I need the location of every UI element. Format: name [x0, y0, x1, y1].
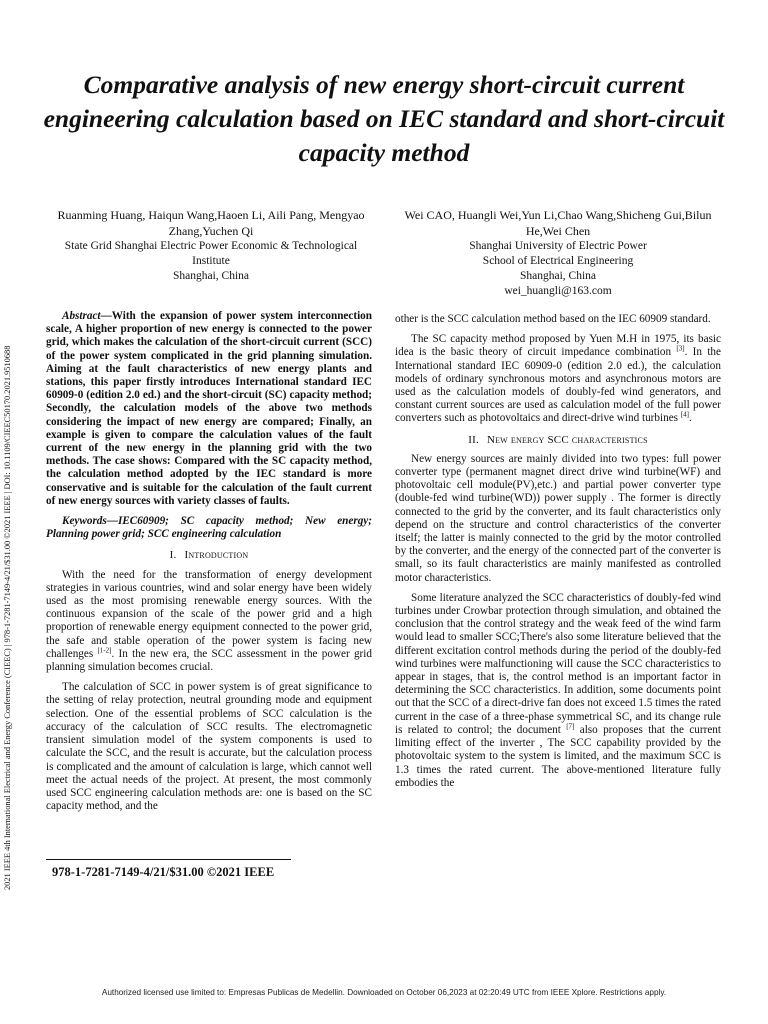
text-run: . In the new era, the SCC assessment in the power grid planning simulation becomes crucial. — [46, 647, 372, 674]
text-run: . — [689, 412, 692, 425]
intro-paragraph-1 — [46, 569, 372, 675]
citation: [1-2] — [97, 646, 112, 655]
right-column — [395, 313, 721, 797]
sc-capacity-paragraph — [395, 333, 721, 425]
abstract-text: With the expansion of power system interconnection scale, A higher proportion of new energy is connected to the power grid, which makes the calculation of the short-circuit current (SCC) of the power system complicated in the grid planning simulation. Aiming at the fault characteristics of new energy plants and stations, this paper firstly introduces International standard IEC 60909-0 (edition 2.0 ed.) and the short-circuit (SC) capacity method; Secondly, the calculation models of the above two methods considering the impact of new energy are compared; Finally, an example is given to compare the calculation values of the fault current of the new energy in the planning grid with the two methods. The case shows: Compared with the SC capacity method, the calculation method adopted by the IEC standard is more conservative and is suitable for the calculation of the fault current of new energy sources with variety classes of faults. — [46, 310, 372, 507]
section-number: II. — [468, 433, 479, 446]
abstract — [46, 310, 372, 508]
new-energy-paragraph: New energy sources are mainly divided into two types: full power converter type (permanent magnet direct drive wind turbine(WF) and photovoltaic cell module(PV),etc.) and partial power converter type (double-fed wind turbine(WD)) power supply . The former is directly connected to the grid by the converter, and its fault characteristics only depend on the structure and control characteristics of the converter itself; the latter is mainly connected to the grid by the motor controlled by the converter, and the energy of the connected part of the converter is small, so its fault characteristics are mainly manifested as controlled motor characteristics. — [395, 452, 721, 584]
author-location: Shanghai, China — [172, 270, 250, 282]
text-run: also proposes that the current limiting effect of the inverter , The SCC capability provided by the photovoltaic system to the system is limited, and the maximum SCC is 1.3 times the rated current. The above-mentioned literature fully embodies the — [395, 723, 721, 789]
left-column — [46, 310, 372, 820]
section-title: Introduction — [184, 549, 249, 562]
citation: [7] — [566, 722, 575, 731]
author-email: wei_huangli@163.com — [504, 285, 612, 297]
license-footer: Authorized licensed use limited to: Empresas Publicas de Medellin. Downloaded on October 06,2023 at 02:20:49 UTC from IEEE Xplore. Restrictions apply. — [101, 988, 667, 997]
citation: [3] — [676, 344, 685, 353]
section-number: I. — [169, 549, 177, 562]
section-title: New energy SCC characteristics — [486, 433, 648, 446]
author-affiliation: State Grid Shanghai Electric Power Economic & Technological Institute — [64, 240, 358, 267]
abstract-label: Abstract — [62, 310, 101, 322]
text-run: The SC capacity method proposed by Yuen M.H in 1975, its basic idea is the basic theory of circuit impedance combination — [395, 333, 721, 359]
isbn-copyright: 978-1-7281-7149-4/21/$31.00 ©2021 IEEE — [52, 865, 275, 879]
paper-title: Comparative analysis of new energy short-circuit current engineering calculation based on IEC standard and short-circuit capacity method — [43, 70, 725, 167]
section-heading-characteristics — [395, 434, 721, 447]
text-run: Some literature analyzed the SCC characteristics of doubly-fed wind turbines under Crowbar protection through simulation, and obtained the conclusion that the control strategy and the weak feed of the wind farm would lead to smaller SCC;There's also some literature believed that the different excitation control methods during the period of the doubly-fed wind turbines were malfunctioning will cause the SCC characteristics to appear in stages, that is, the control method is an important factor in determining the SCC characteristics. In addition, some documents point out that the SCC of a direct-drive fan does not exceed 1.5 times the rated current in the case of a three-phase symmetrical SC, and its change rule is related to control; the document — [395, 591, 721, 736]
paragraph-continuation: other is the SCC calculation method based on the IEC 60909 standard. — [395, 313, 711, 325]
footnote-rule — [46, 859, 291, 860]
author-location: Shanghai, China — [519, 270, 597, 282]
text-run: . In the International standard IEC 60909-0 (edition 2.0 ed.), the calculation models of ordinary synchronous motors and asynchronous motors are used as the calculation models of doubly-fed wind generators, and constant current sources are used as calculation model of the full power converters such as photovoltaics and direct-drive wind turbines — [395, 346, 721, 425]
author-block-left — [46, 208, 376, 284]
literature-paragraph — [395, 592, 721, 790]
section-heading-introduction — [46, 549, 372, 562]
author-names: Ruanming Huang, Haiqun Wang,Haoen Li, Aili Pang, Mengyao Zhang,Yuchen Qi — [57, 208, 365, 238]
citation: [4] — [680, 410, 689, 419]
keywords: Keywords—IEC60909; SC capacity method; New energy; Planning power grid; SCC engineering calculation — [46, 515, 372, 541]
author-block-right — [388, 208, 728, 299]
intro-paragraph-2: The calculation of SCC in power system is of great significance to the setting of relay protection, neutral grounding mode and equipment selection. One of the essential problems of SCC calculation is the accuracy of the calculation of SCC results. The electromagnetic transient simulation model of the system components is used to calculate the SCC, and the result is accurate, but the calculation process is complicated and the amount of calculation is large, which cannot well meet the actual needs of the project. At present, the most commonly used SCC engineering calculation methods are: one is based on the SC capacity method, and the — [46, 681, 372, 813]
author-department: School of Electrical Engineering — [482, 255, 634, 267]
sidebar-doi-text: 2021 IEEE 4th International Electrical and Energy Conference (CIEEC) | 978-1-7281-7149-4/21/$31.00 ©2021 IEEE | DOI: 10.1109/CIEEC50170.2021.9510688 — [3, 345, 12, 890]
abstract-dash: — — [100, 310, 112, 322]
author-affiliation: Shanghai University of Electric Power — [469, 240, 647, 252]
text-run: With the need for the transformation of energy development strategies in various countries, wind and solar energy have been widely used as the most promising renewable energy sources. With the continuous expansion of the scale of the power grid and a high proportion of renewable energy equipment connected to the power grid, the safe and stable operation of the power system is facing new challenges — [46, 568, 372, 660]
author-names: Wei CAO, Huangli Wei,Yun Li,Chao Wang,Shicheng Gui,Bilun He,Wei Chen — [404, 208, 712, 238]
